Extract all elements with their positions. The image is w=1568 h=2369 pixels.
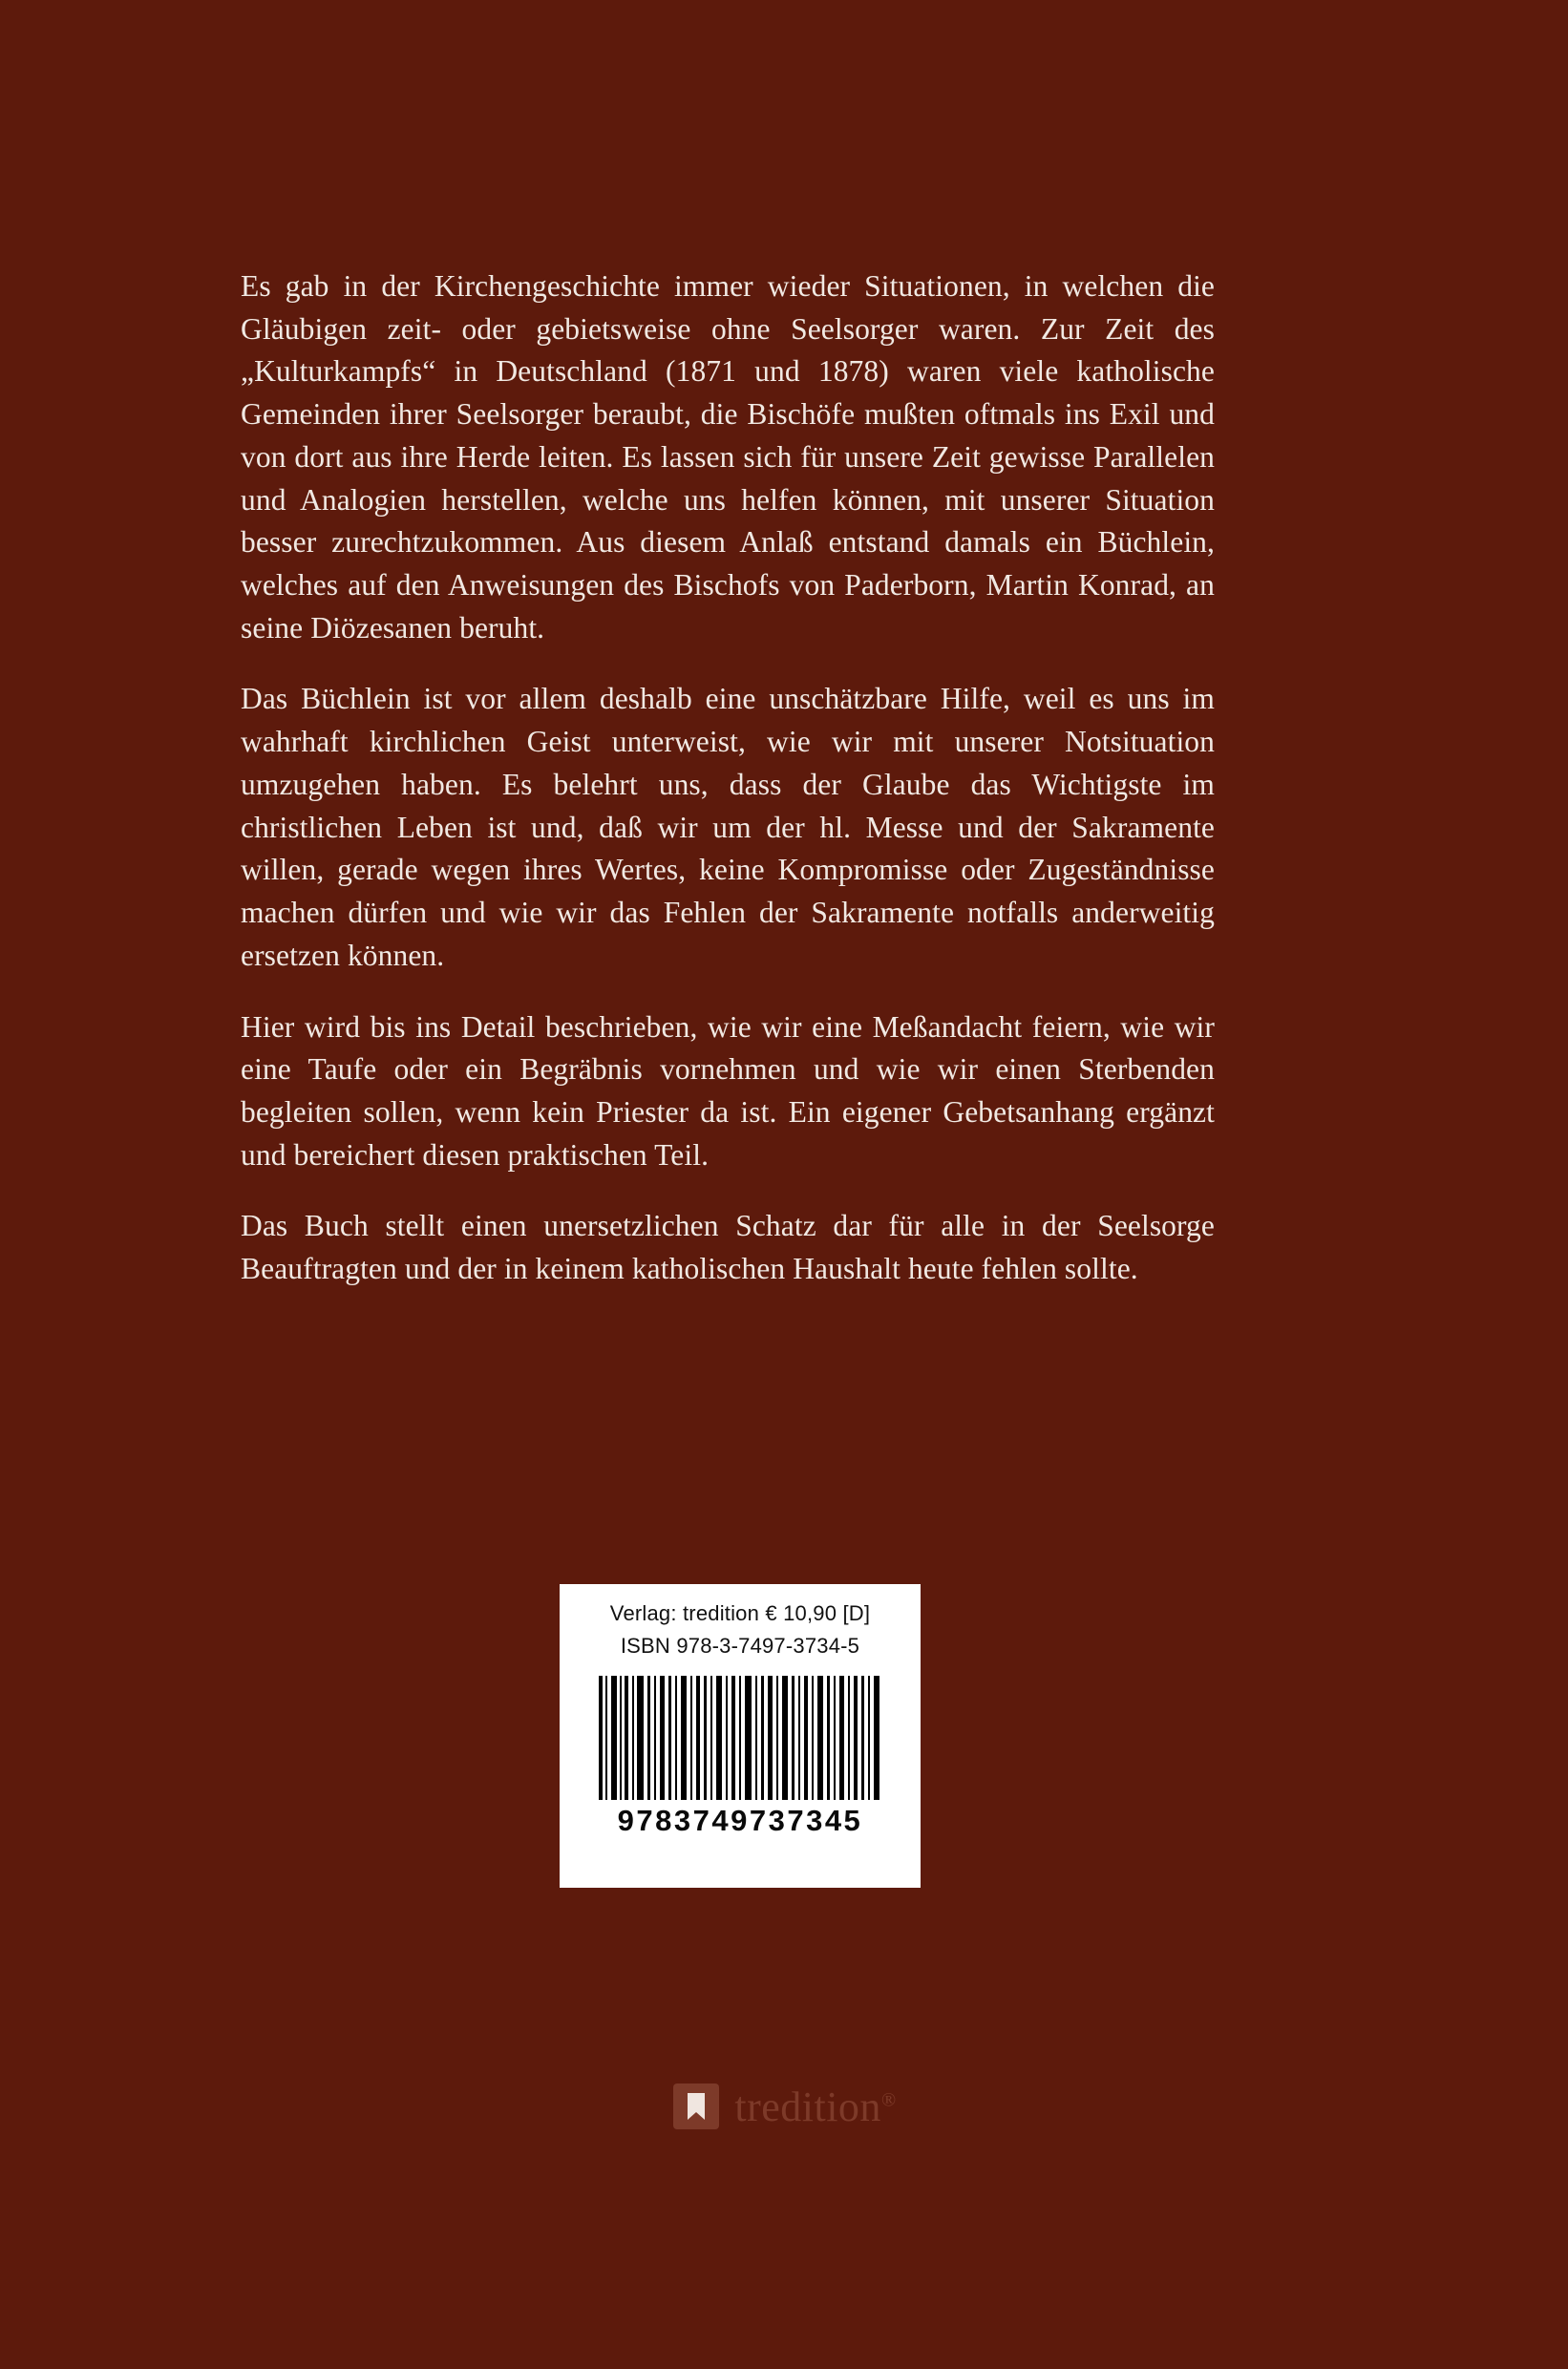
publisher-logo <box>0 2082 1568 2136</box>
isbn-number-line: ISBN 978-3-7497-3734-5 <box>620 1634 860 1659</box>
blurb-paragraph: Es gab in der Kirchengeschichte immer wieder Situationen, in welchen die Gläubigen zeit- oder gebietsweise ohne Seelsorger waren. Zur Zeit des „Kulturkampfs“ in Deutschland (1871 und 1878) waren viele katholische Gemeinden ihrer Seelsorger beraubt, die Bischöfe mußten oftmals ins Exil und von dort aus ihre Herde leiten. Es lassen sich für unsere Zeit gewisse Parallelen und Analogien herstellen, welche uns helfen können, mit unserer Situation besser zurechtzukommen. Aus diesem Anlaß entstand damals ein Büchlein, welches auf den Anweisungen des Bischofs von Paderborn, Martin Konrad, an seine Diözesanen beruht. <box>241 269 1215 645</box>
barcode-digits: 9783749737345 <box>617 1804 863 1838</box>
blurb-paragraph: Hier wird bis ins Detail beschrieben, wie wir eine Meßandacht feiern, wie wir eine Taufe oder ein Begräbnis vornehmen und wie wir einen Sterbenden begleiten sollen, wenn kein Priester da ist. Ein eigener Gebetsanhang ergänzt und bereichert diesen praktischen Teil. <box>241 1009 1215 1172</box>
publisher-name <box>734 2083 896 2131</box>
blurb-paragraph: Das Büchlein ist vor allem deshalb eine unschätzbare Hilfe, weil es uns im wahrhaft kirchlichen Geist unterweist, wie wir mit unserer Notsituation umzugehen haben. Es belehrt uns, dass der Glaube das Wichtigste im christlichen Leben ist und, daß wir um der hl. Messe und der Sakramente willen, gerade wegen ihres Wertes, keine Kompromisse oder Zugeständnisse machen dürfen und wie wir das Fehlen der Sakramente notfalls anderweitig ersetzen können. <box>241 682 1215 972</box>
ean13-barcode-icon <box>597 1676 883 1800</box>
blurb-text-block <box>241 265 1215 1291</box>
publisher-price-line: Verlag: tredition € 10,90 [D] <box>609 1601 871 1625</box>
registered-trademark-icon: ® <box>880 2088 897 2110</box>
isbn-barcode-box <box>560 1584 921 1888</box>
blurb-paragraph: Das Buch stellt einen unersetzlichen Schatz dar für alle in der Seelsorge Beauftragten und der in keinem katholischen Haushalt heute fehlen sollte. <box>241 1209 1215 1286</box>
publisher-name-text: tredition <box>734 2083 881 2130</box>
tredition-bookmark-icon <box>671 2082 721 2131</box>
